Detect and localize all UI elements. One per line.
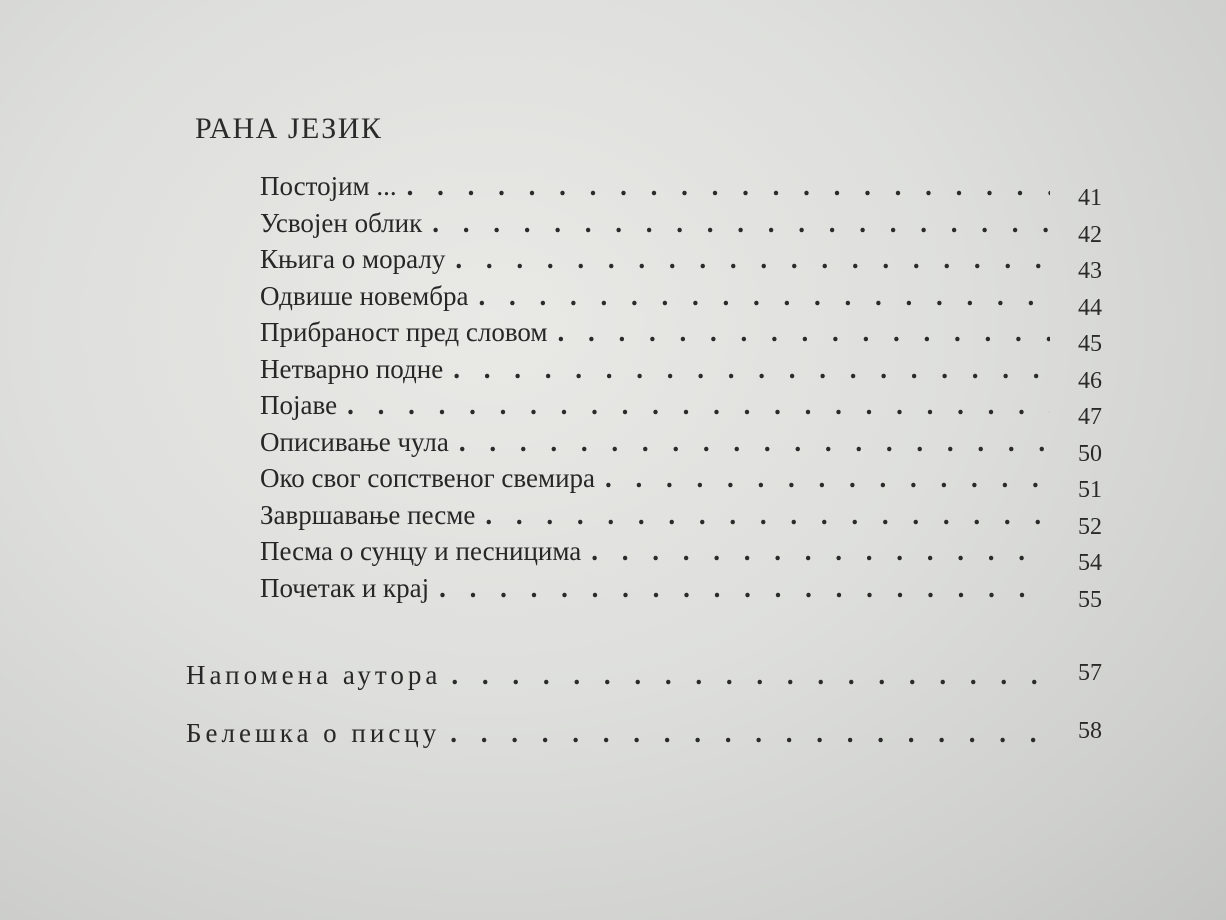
dot-leader bbox=[453, 351, 1050, 387]
dot-leader bbox=[485, 497, 1050, 533]
appendix-entry-about-author bbox=[186, 718, 1102, 749]
toc-entry-page: 54 bbox=[1078, 550, 1102, 576]
dot-leader bbox=[557, 314, 1050, 350]
toc-entry-page: 46 bbox=[1078, 367, 1102, 394]
toc-entry-title: Појаве bbox=[260, 390, 338, 420]
dot-leader bbox=[478, 278, 1050, 314]
toc-entry-page: 41 bbox=[1078, 185, 1102, 211]
toc-entry-title: Почетак и крај bbox=[260, 572, 430, 603]
toc-entry bbox=[260, 570, 1102, 613]
toc-entry-page: 52 bbox=[1078, 513, 1102, 540]
toc-entry-title: Постојим ... bbox=[260, 171, 397, 201]
toc-entry-page: 43 bbox=[1078, 258, 1102, 284]
dot-leader bbox=[605, 460, 1050, 496]
dot-leader bbox=[451, 660, 1050, 691]
toc-entry-title: Усвојен облик bbox=[260, 207, 423, 238]
toc-entry-title: Белешка о писцу bbox=[186, 718, 441, 748]
toc-entry-title: Књига о моралу bbox=[260, 244, 446, 274]
dot-leader bbox=[407, 168, 1050, 204]
toc-entry-title: Прибраност пред словом bbox=[260, 317, 548, 347]
toc-entry-page: 45 bbox=[1078, 331, 1102, 357]
toc-entry-page: 57 bbox=[1078, 660, 1102, 686]
toc-entry-title: Нетварно подне bbox=[260, 353, 444, 384]
dot-leader bbox=[591, 533, 1050, 569]
dot-leader bbox=[439, 570, 1050, 606]
toc-entry bbox=[260, 241, 1102, 284]
toc-entry bbox=[260, 424, 1102, 467]
toc-entry bbox=[260, 387, 1102, 430]
toc-entry bbox=[260, 314, 1102, 357]
dot-leader bbox=[432, 205, 1050, 241]
toc-entry bbox=[260, 205, 1102, 248]
toc-entry bbox=[260, 278, 1102, 321]
toc-entry-page: 42 bbox=[1078, 221, 1102, 248]
toc-entry-title: Описивање чула bbox=[260, 426, 449, 457]
toc-entry-page: 55 bbox=[1078, 586, 1102, 613]
toc-entry-title: Завршавање песме bbox=[260, 499, 476, 530]
dot-leader bbox=[450, 718, 1050, 749]
toc-entry-page: 44 bbox=[1078, 294, 1102, 321]
toc-entry bbox=[260, 168, 1102, 211]
toc-entry-page: 47 bbox=[1078, 404, 1102, 430]
dot-leader bbox=[459, 424, 1050, 460]
table-of-contents bbox=[260, 168, 1102, 613]
toc-entry-page: 58 bbox=[1078, 718, 1102, 744]
dot-leader bbox=[455, 241, 1050, 277]
toc-entry bbox=[260, 351, 1102, 394]
appendix-entry-author-note bbox=[186, 660, 1102, 691]
toc-entry-title: Песма о сунцу и песницима bbox=[260, 536, 582, 566]
toc-entry-title: Око свог сопственог свемира bbox=[260, 463, 596, 493]
toc-entry-page: 50 bbox=[1078, 440, 1102, 467]
toc-entry-title: Одвише новембра bbox=[260, 280, 469, 311]
section-title: РАНА ЈЕЗИК bbox=[195, 112, 383, 145]
toc-entry-title: Напомена аутора bbox=[186, 660, 442, 690]
toc-entry-page: 51 bbox=[1078, 477, 1102, 503]
toc-entry bbox=[260, 533, 1102, 576]
dot-leader bbox=[347, 387, 1050, 423]
toc-entry bbox=[260, 497, 1102, 540]
toc-entry bbox=[260, 460, 1102, 503]
